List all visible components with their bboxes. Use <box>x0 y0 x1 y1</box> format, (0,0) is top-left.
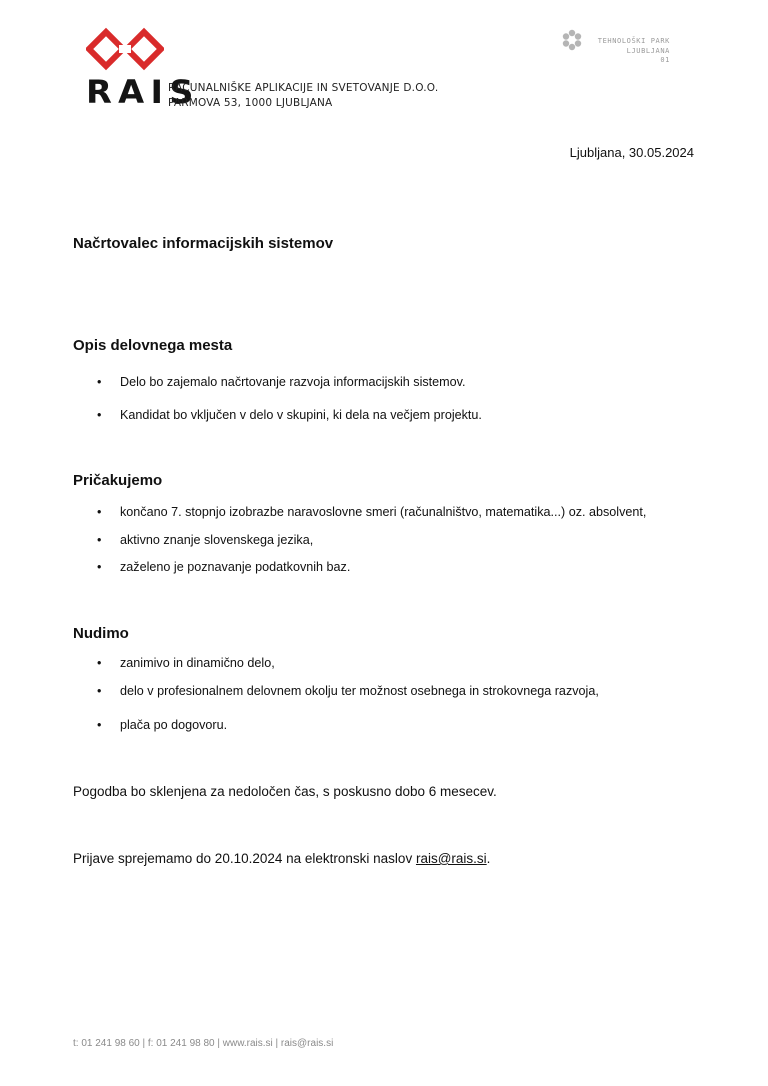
apply-text-after: . <box>486 851 491 866</box>
rais-logo-icon <box>86 26 164 72</box>
tp-line: TEHNOLOŠKI PARK <box>597 37 670 45</box>
contract-text: Pogodba bo sklenjena za nedoločen čas, s poskusno dobo 6 mesecev. <box>73 784 497 799</box>
technology-park-text <box>588 37 670 66</box>
company-info <box>168 81 438 111</box>
tp-line: LJUBLJANA <box>626 46 670 55</box>
apply-text-before: Prijave sprejemamo do 20.10.2024 na elektronski naslov <box>73 851 416 866</box>
section-heading-opis: Opis delovnega mesta <box>73 337 233 354</box>
company-name: RAČUNALNIŠKE APLIKACIJE IN SVETOVANJE D.O.O. <box>168 82 439 94</box>
document-date: Ljubljana, 30.05.2024 <box>569 145 694 160</box>
footer-contact: t: 01 241 98 60 | f: 01 241 98 80 | www.rais.si | rais@rais.si <box>73 1038 334 1049</box>
logo-wordmark: RAIS <box>86 73 200 111</box>
apply-text <box>73 851 490 866</box>
email-link[interactable]: rais@rais.si <box>415 851 487 866</box>
company-address: PARMOVA 53, 1000 LJUBLJANA <box>168 97 333 109</box>
section-heading-nudimo: Nudimo <box>73 625 129 642</box>
technology-park-logo-icon <box>561 29 583 51</box>
tp-line: 01 <box>660 56 670 64</box>
section-heading-pricakujemo: Pričakujemo <box>73 472 163 489</box>
job-title: Načrtovalec informacijskih sistemov <box>73 235 334 252</box>
document-page: RAIS RAČUNALNIŠKE APLIKACIJE IN SVETOVANJE D.O.O. PARMOVA 53, 1000 LJUBLJANA TEHNOLOŠKI PARK LJUBLJANA 01 Ljubljana, 30.05.2024 Načrtovalec informacijskih sistemov Opis delovnega mesta • Delo bo zajemalo načrtovanje razvoja informacijskih sistemov. • Kandidat bo vključen v delo v skupini, ki dela na večjem projektu. Pričakujemo • končano 7. stopnjo izobrazbe naravoslovne smeri (računalništvo, matematika...) oz. absolvent, • aktivno znanje slovenskega jezika, • zaželeno je poznavanje podatkovnih baz. Nudimo • zanimivo in dinamično delo, • delo v profesionalnem delovnem okolju ter možnost osebnega in strokovnega razvoja, • plača po dogovoru. Pogodba bo sklenjena za nedoločen čas, s poskusno dobo 6 mesecev. Prijave sprejemamo do 20.10.2024 na elektronski naslov rais@rais.si. t: 01 241 98 60 | f: 01 241 98 80 | www.rais.si | rais@rais.si <box>0 0 768 1086</box>
